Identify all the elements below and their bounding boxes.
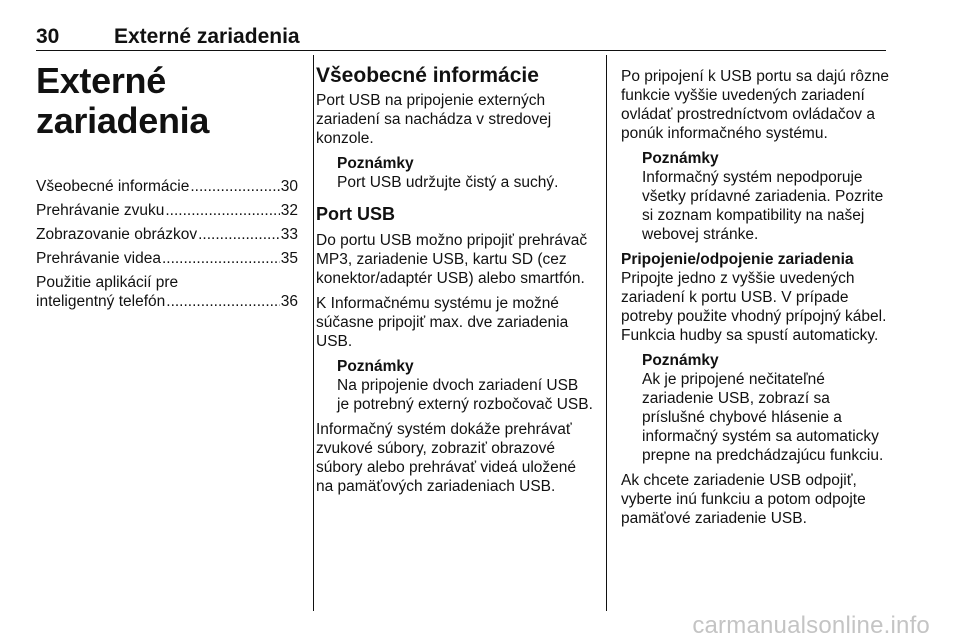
paragraph: Informačný systém dokáže prehrávať zvukové súbory, zobraziť obrazové súbory alebo prehrávať videá uložené na pamäťových zariadeniach USB. [316, 421, 577, 495]
page-header [36, 0, 886, 52]
note-text: Informačný systém nepodporuje všetky prídavné zariadenia. Pozrite si zoznam kompatibility na našej webovej stránke. [642, 169, 884, 243]
toc-entry[interactable] [36, 201, 298, 220]
note-title: Poznámky [642, 352, 719, 369]
note [337, 154, 594, 192]
note-text: Port USB udržujte čistý a suchý. [337, 174, 559, 191]
toc-leader [190, 177, 279, 196]
running-title: Externé zariadenia [114, 25, 300, 48]
note-text: Ak je pripojené nečitateľné zariadenie USB, zobrazí sa príslušné chybové hlásenie a informačný systém sa automaticky prepne na predchádzajúcu funkciu. [642, 371, 884, 464]
general-info-column [316, 52, 594, 502]
toc-label: inteligentný telefón [36, 293, 166, 310]
table-of-contents [36, 177, 298, 311]
section-heading: Všeobecné informácie [316, 64, 539, 87]
toc-label: Zobrazovanie obrázkov [36, 226, 198, 243]
paragraph: Port USB na pripojenie externých zariadení sa nachádza v stredovej konzole. [316, 92, 552, 147]
paragraph: Ak chcete zariadenie USB odpojiť, vyberte inú funkciu a potom odpojte pamäťové zariadenie USB. [621, 472, 866, 527]
right-column [621, 52, 891, 534]
toc-page: 30 [280, 178, 298, 195]
chapter-column [36, 52, 298, 316]
page-number: 30 [36, 25, 60, 48]
column-divider [313, 55, 314, 611]
toc-page: 35 [280, 250, 298, 267]
toc-entry[interactable] [36, 177, 298, 196]
paragraph: Do portu USB možno pripojiť prehrávač MP3, zariadenie USB, kartu SD (cez konektor/adaptér USB) alebo smartfón. [316, 232, 588, 287]
header-rule [36, 50, 886, 51]
toc-leader [198, 225, 280, 244]
toc-label: Použitie aplikácií pre [36, 274, 179, 291]
subsection-heading: Pripojenie/odpojenie zariadenia [621, 251, 854, 268]
note-title: Poznámky [642, 150, 719, 167]
note-title: Poznámky [337, 155, 414, 172]
toc-entry[interactable] [36, 225, 298, 244]
note-title: Poznámky [337, 358, 414, 375]
note [642, 351, 891, 465]
paragraph: K Informačnému systému je možné súčasne pripojiť max. dve zariadenia USB. [316, 295, 569, 350]
note [642, 149, 891, 244]
chapter-title: Externé zariadenia [36, 60, 210, 141]
toc-leader [166, 292, 279, 311]
note-text: Na pripojenie dvoch zariadení USB je potrebný externý rozbočovač USB. [337, 377, 593, 413]
toc-label: Prehrávanie zvuku [36, 202, 165, 219]
toc-page: 32 [280, 202, 298, 219]
toc-page: 36 [280, 293, 298, 310]
subsection-heading: Port USB [316, 204, 396, 224]
watermark: carmanualsonline.info [692, 612, 930, 639]
toc-leader [165, 201, 279, 220]
toc-page: 33 [280, 226, 298, 243]
toc-entry[interactable] [36, 273, 298, 311]
paragraph: Pripojte jedno z vyššie uvedených zariadení k portu USB. V prípade potreby použite vhodný prípojný kábel. Funkcia hudby sa spustí automaticky. [621, 270, 887, 344]
toc-entry[interactable] [36, 249, 298, 268]
column-divider [606, 55, 607, 611]
paragraph: Po pripojení k USB portu sa dajú rôzne funkcie vyššie uvedených zariadení ovládať prostredníctvom ovládačov a ponúk informačného systému. [621, 68, 889, 142]
toc-leader [162, 249, 280, 268]
note [337, 357, 594, 414]
toc-label: Všeobecné informácie [36, 178, 190, 195]
toc-label: Prehrávanie videa [36, 250, 161, 267]
